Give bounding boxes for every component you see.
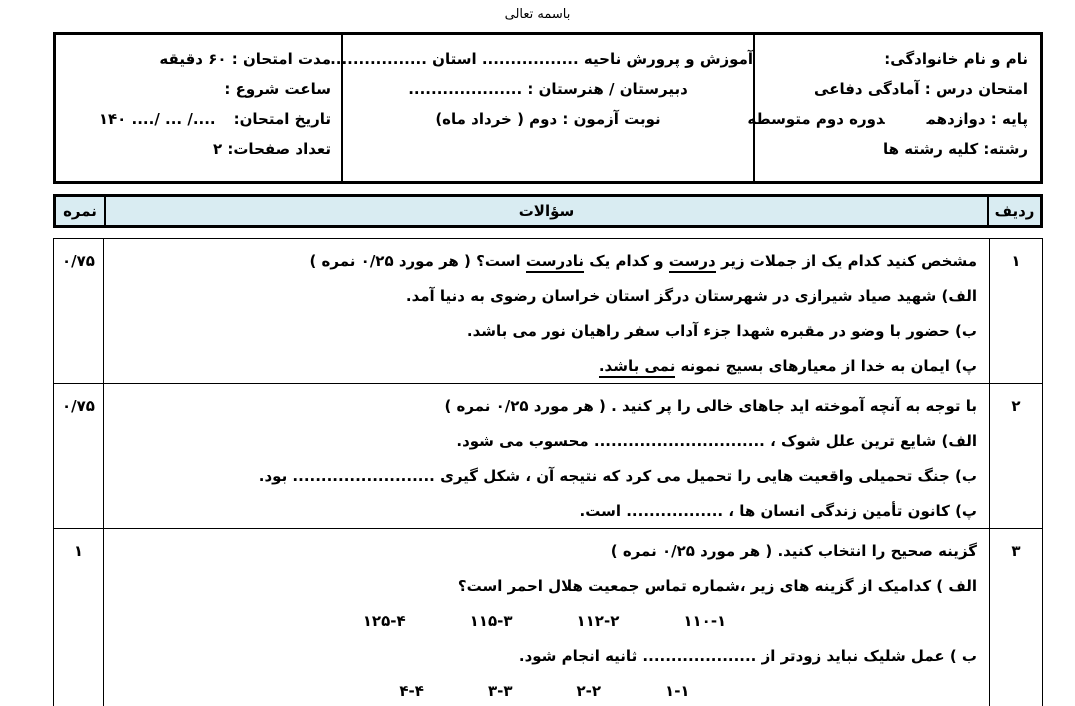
page-count: تعداد صفحات: ۲ [212, 140, 331, 158]
exam-date-value: ۱۴۰ ..../ ... /.... [98, 110, 216, 128]
text-segment: ب) جنگ تحمیلی واقعیت هایی را تحمیل می کرد که نتیجه آن ، شکل گیری ......................... بود. [258, 467, 977, 485]
question-line [112, 494, 977, 528]
grade-label: پایه : دوازدهم [926, 110, 1028, 128]
education-org-line: آموزش و پرورش ناحیه ................. استان ................. [330, 50, 753, 68]
grade-line [747, 104, 1028, 134]
question-row [54, 384, 1042, 529]
student-name-label: نام و نام خانوادگی: [884, 50, 1028, 68]
school-info-column [330, 35, 753, 181]
question-row [54, 529, 1042, 706]
grade-course: دوره دوم متوسطه [747, 110, 885, 128]
question-row [54, 239, 1042, 384]
option-item: ۱۲۵-۴ [362, 612, 406, 630]
row-number: ۳ [989, 529, 1042, 706]
row-number: ۲ [989, 384, 1042, 528]
text-segment: ب ) عمل شلیک نباید زودتر از .................... ثانیه انجام شود. [518, 647, 977, 665]
row-number: ۱ [989, 239, 1042, 383]
start-time: ساعت شروع : [224, 80, 331, 98]
text-segment: مشخص کنید کدام یک از جملات زیر [715, 252, 977, 270]
text-segment: پ) کانون تأمین زندگی انسان ها ، ................. است. [579, 502, 977, 520]
bismillah-text: باسمه تعالی [504, 7, 571, 22]
options-line [112, 604, 977, 639]
question-line [112, 569, 977, 604]
row-number-header: ردیف [987, 197, 1040, 225]
exam-subject: امتحان درس : آمادگی دفاعی [814, 80, 1028, 98]
options-line [112, 674, 977, 706]
student-info-column [747, 35, 1040, 181]
school-name-line: دبیرستان / هنرستان : .................... [408, 80, 688, 98]
field-of-study: رشته: کلیه رشته ها [883, 140, 1028, 158]
question-content [104, 529, 989, 706]
question-line [112, 349, 977, 383]
row-score: ۱ [54, 529, 104, 706]
option-item: ۲-۲ [576, 682, 602, 700]
underlined-text: درست [669, 252, 716, 273]
text-segment: الف) شهید صیاد شیرازی در شهرستان درگز استان خراسان رضوی به دنیا آمد. [405, 287, 977, 305]
underlined-text: نمی باشد. [599, 357, 675, 378]
row-score: ۰/۷۵ [54, 239, 104, 383]
option-item: ۳-۳ [487, 682, 513, 700]
text-segment: الف ) کدامیک از گزینه های زیر ،شماره تماس جمعیت هلال احمر است؟ [457, 577, 977, 595]
option-item: ۱-۱ [665, 682, 690, 700]
question-line [112, 244, 977, 279]
text-segment: است؟ ( هر مورد ۰/۲۵ نمره ) [309, 252, 526, 270]
question-line [112, 424, 977, 459]
text-segment: گزینه صحیح را انتخاب کنید. ( هر مورد ۰/۲۵ نمره ) [610, 542, 977, 560]
exam-info-table [53, 32, 1043, 184]
question-line [112, 534, 977, 569]
questions-header: سؤالات [518, 202, 575, 220]
questions-table-header [53, 194, 1043, 228]
question-content [104, 239, 989, 383]
text-segment: و کدام یک [584, 252, 669, 270]
option-item: ۱۱۲-۲ [576, 612, 620, 630]
underlined-text: نادرست [526, 252, 584, 273]
text-segment: پ) ایمان به خدا از معیارهای بسیج نمونه [675, 357, 977, 375]
exam-date-label: تاریخ امتحان: [233, 110, 331, 128]
exam-round-line: نوبت آزمون : دوم ( خرداد ماه) [435, 110, 661, 128]
option-item: ۱۱۰-۱ [683, 612, 727, 630]
exam-duration: مدت امتحان : ۶۰ دقیقه [159, 50, 331, 68]
option-item: ۱۱۵-۳ [469, 612, 513, 630]
question-line [112, 459, 977, 494]
question-line [112, 389, 977, 424]
question-line [112, 314, 977, 349]
exam-date-line [70, 104, 331, 134]
text-segment: الف) شایع ترین علل شوک ، .............................. محسوب می شود. [456, 432, 977, 450]
questions-body [53, 238, 1043, 706]
score-header: نمره [56, 197, 106, 225]
question-line [112, 639, 977, 674]
exam-meta-column [56, 35, 341, 181]
text-segment: با توجه به آنچه آموخته اید جاهای خالی را پر کنید . ( هر مورد ۰/۲۵ نمره ) [444, 397, 977, 415]
text-segment: ب) حضور با وضو در مقبره شهدا جزء آداب سفر راهیان نور می باشد. [466, 322, 977, 340]
row-score: ۰/۷۵ [54, 384, 104, 528]
option-item: ۴-۴ [399, 682, 424, 700]
question-line [112, 279, 977, 314]
question-content [104, 384, 989, 528]
